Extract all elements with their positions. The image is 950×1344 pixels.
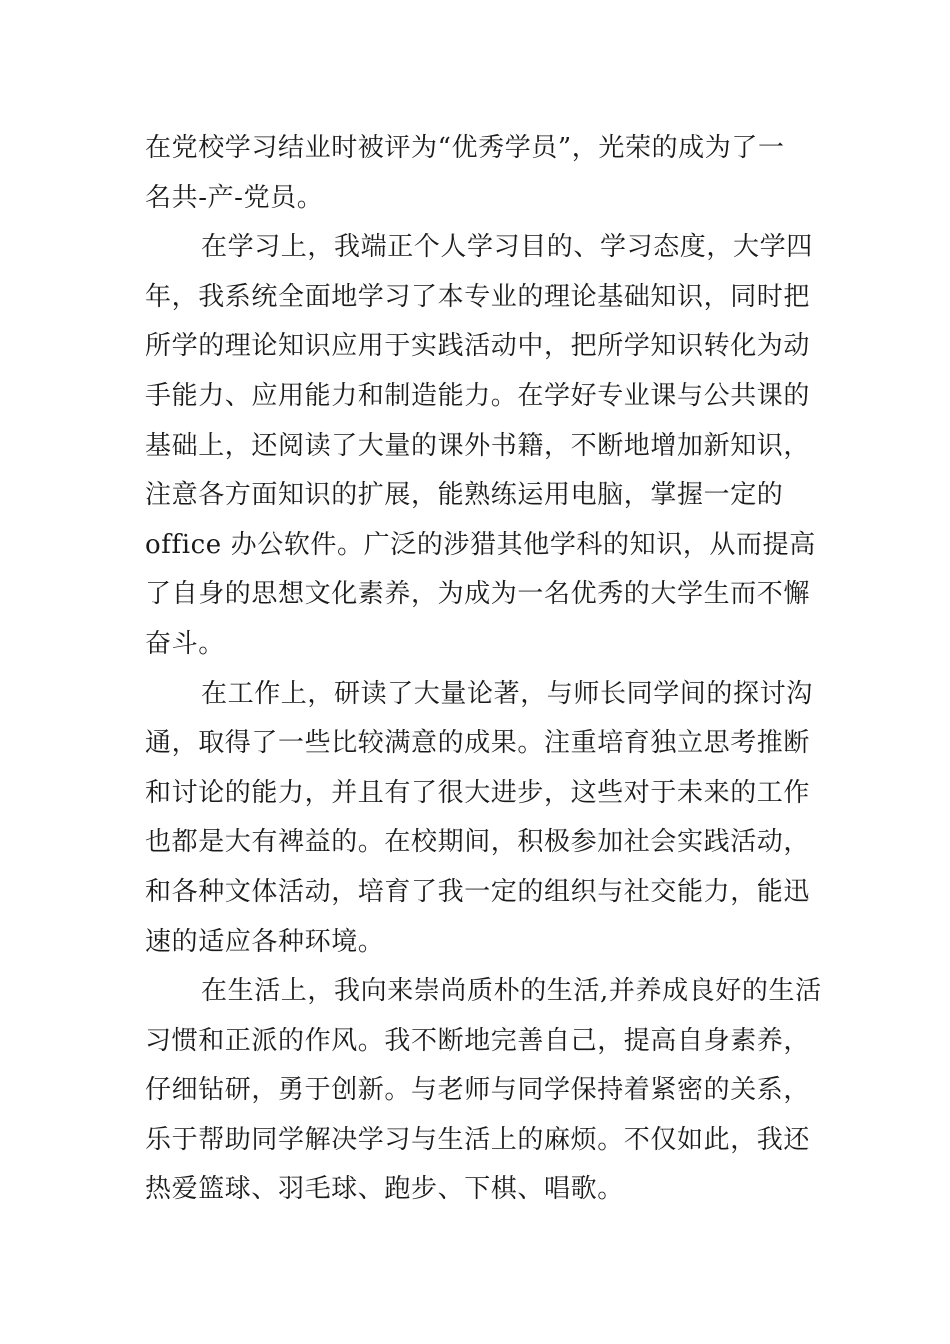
text-line: 速的适应各种环境。	[145, 926, 385, 957]
text-line: 奋斗。	[145, 628, 225, 659]
paragraph-work	[145, 670, 813, 968]
text-line: 习惯和正派的作风。我不断地完善自己，提高自身素养，	[145, 1025, 811, 1056]
text-line: 在工作上，研读了大量论著，与师长同学间的探讨沟	[201, 678, 813, 709]
text-line: office 办公软件。广泛的涉猎其他学科的知识，从而提高	[145, 529, 816, 560]
text-line: 在党校学习结业时被评为“优秀学员”，光荣的成为了一	[145, 133, 785, 163]
text-line: 注意各方面知识的扩展，能熟练运用电脑，掌握一定的	[145, 480, 784, 511]
text-line: 仔细钻研，勇于创新。与老师与同学保持着紧密的关系，	[145, 1075, 811, 1106]
text-line: 也都是大有裨益的。在校期间，积极参加社会实践活动，	[145, 827, 811, 858]
text-line: 了自身的思想文化素养，为成为一名优秀的大学生而不懈	[145, 579, 811, 610]
text-line: 和各种文体活动，培育了我一定的组织与社交能力，能迅	[145, 876, 811, 907]
text-line: 所学的理论知识应用于实践活动中，把所学知识转化为动	[145, 331, 811, 362]
text-line: 在生活上，我向来崇尚质朴的生活,并养成良好的生活	[201, 976, 822, 1007]
text-line: 和讨论的能力，并且有了很大进步，这些对于未来的工作	[145, 777, 811, 808]
text-line: 乐于帮助同学解决学习与生活上的麻烦。不仅如此，我还	[145, 1124, 811, 1155]
paragraph-life	[145, 967, 822, 1215]
text-line: 年，我系统全面地学习了本专业的理论基础知识，同时把	[145, 281, 811, 312]
paragraph-study	[145, 223, 816, 669]
document-body	[145, 124, 822, 1215]
text-line: 热爱篮球、羽毛球、跑步、下棋、唱歌。	[145, 1174, 624, 1205]
text-line: 在学习上，我端正个人学习目的、学习态度，大学四	[201, 232, 813, 263]
text-line: 名共-产-党员。	[145, 182, 324, 213]
paragraph-party-school	[145, 124, 810, 223]
text-line: 基础上，还阅读了大量的课外书籍，不断地增加新知识，	[145, 430, 811, 461]
text-line: 手能力、应用能力和制造能力。在学好专业课与公共课的	[145, 380, 811, 411]
text-line: 通，取得了一些比较满意的成果。注重培育独立思考推断	[145, 728, 811, 759]
